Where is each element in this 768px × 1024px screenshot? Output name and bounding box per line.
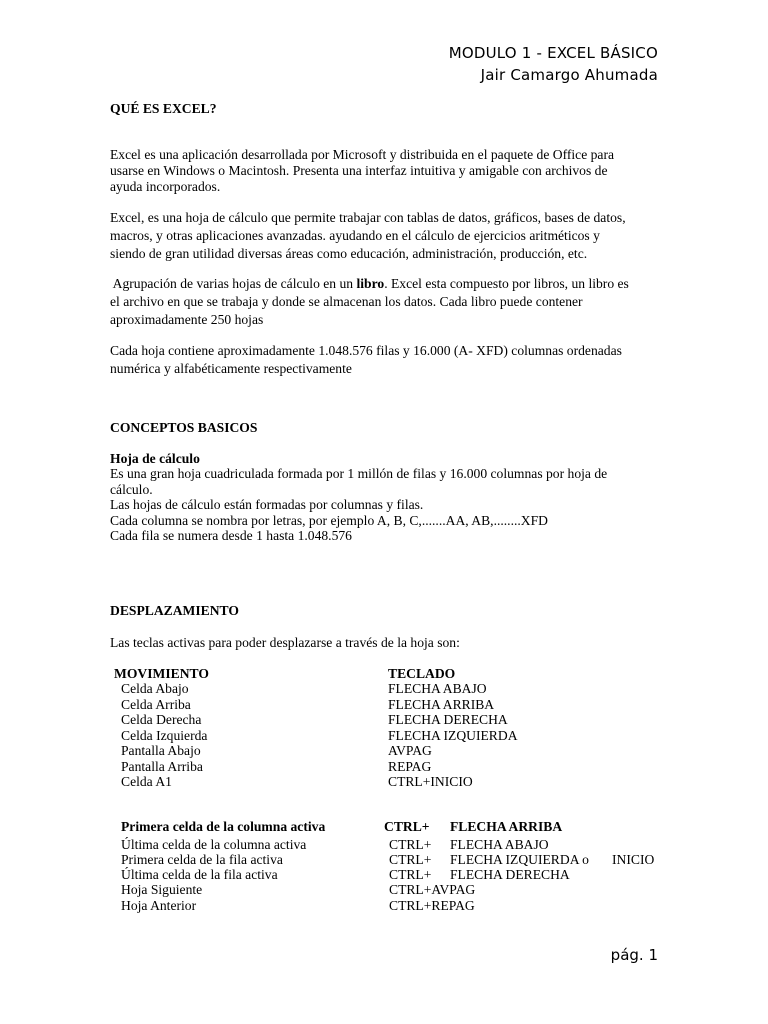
p3-pre: Agrupación de varias hojas de cálculo en un bbox=[110, 276, 357, 291]
table2-row-ctrl: CTRL+ bbox=[389, 867, 432, 882]
table1-row-mov: Celda Derecha bbox=[121, 712, 202, 727]
concepts-line-3: Las hojas de cálculo están formadas por columnas y filas. bbox=[110, 497, 424, 512]
table2-row-mov: Primera celda de la fila activa bbox=[121, 852, 283, 867]
table2-row-mov: Última celda de la columna activa bbox=[121, 837, 307, 852]
table2-row-ctrl: CTRL+ bbox=[389, 837, 432, 852]
p1-line-1: Excel es una aplicación desarrollada por Microsoft y distribuida en el paquete de Office para bbox=[110, 147, 615, 162]
table2-header-mov: Primera celda de la columna activa bbox=[121, 819, 326, 834]
table1-row-key: CTRL+INICIO bbox=[388, 774, 473, 789]
p1-line-3: ayuda incorporados. bbox=[110, 179, 221, 194]
heading-desplazamiento: DESPLAZAMIENTO bbox=[110, 603, 239, 618]
table2-row-ctrl: CTRL+ bbox=[389, 852, 432, 867]
table2-row-ctrl: CTRL+AVPAG bbox=[389, 882, 476, 897]
p2-line-2: macros, y otras aplicaciones avanzadas. ayudando en el cálculo de ejercicios aritméticos y bbox=[110, 228, 600, 243]
table2-row-key: FLECHA IZQUIERDA o bbox=[450, 852, 589, 867]
p3-bold-libro: libro bbox=[356, 276, 385, 291]
author-name: Jair Camargo Ahumada bbox=[480, 66, 658, 84]
table1-row-key: FLECHA DERECHA bbox=[388, 712, 508, 727]
table2-header-ctrl: CTRL+ bbox=[384, 819, 430, 834]
table2-header-key: FLECHA ARRIBA bbox=[450, 819, 563, 834]
p2-line-1: Excel, es una hoja de cálculo que permite trabajar con tablas de datos, gráficos, bases de datos, bbox=[110, 210, 626, 225]
page-number: pág. 1 bbox=[610, 946, 658, 964]
table2-row-mov: Última celda de la fila activa bbox=[121, 867, 278, 882]
table2-row-mov: Hoja Siguiente bbox=[121, 882, 203, 897]
desplazamiento-intro: Las teclas activas para poder desplazarse a través de la hoja son: bbox=[110, 635, 460, 650]
table1-row-mov: Pantalla Abajo bbox=[121, 743, 201, 758]
table1-row-mov: Celda Izquierda bbox=[121, 728, 208, 743]
p3-post: . Excel esta compuesto por libros, un libro es bbox=[384, 276, 629, 291]
table1-row-mov: Celda A1 bbox=[121, 774, 172, 789]
concepts-line-1: Es una gran hoja cuadriculada formada por 1 millón de filas y 16.000 columnas por hoja de bbox=[110, 466, 608, 481]
table1-row-key: FLECHA IZQUIERDA bbox=[388, 728, 518, 743]
table1-row-mov: Celda Arriba bbox=[121, 697, 191, 712]
subheading-hoja-de-calculo: Hoja de cálculo bbox=[110, 451, 200, 466]
module-title: MODULO 1 - EXCEL BÁSICO bbox=[448, 44, 658, 62]
concepts-line-4: Cada columna se nombra por letras, por ejemplo A, B, C,.......AA, AB,........XFD bbox=[110, 513, 548, 528]
p4-line-2: numérica y alfabéticamente respectivamente bbox=[110, 361, 352, 376]
table1-row-key: AVPAG bbox=[388, 743, 432, 758]
table1-row-key: REPAG bbox=[388, 759, 432, 774]
table2-row-ctrl: CTRL+REPAG bbox=[389, 898, 475, 913]
p3-line-2: el archivo en que se trabaja y donde se almacenan los datos. Cada libro puede contener bbox=[110, 294, 583, 309]
table1-row-mov: Pantalla Arriba bbox=[121, 759, 203, 774]
table2-row-key: FLECHA DERECHA bbox=[450, 867, 570, 882]
table2-row-mov: Hoja Anterior bbox=[121, 898, 197, 913]
table1-row-key: FLECHA ABAJO bbox=[388, 681, 487, 696]
heading-que-es-excel: QUÉ ES EXCEL? bbox=[110, 101, 217, 116]
table1-header-teclado: TECLADO bbox=[388, 666, 456, 681]
heading-conceptos-basicos: CONCEPTOS BASICOS bbox=[110, 420, 258, 435]
table1-row-key: FLECHA ARRIBA bbox=[388, 697, 495, 712]
p4-line-1: Cada hoja contiene aproximadamente 1.048.576 filas y 16.000 (A- XFD) columnas ordenadas bbox=[110, 343, 622, 358]
table2-row-key: FLECHA ABAJO bbox=[450, 837, 549, 852]
table2-row-extra: INICIO bbox=[612, 852, 655, 867]
p3-line-1 bbox=[110, 276, 629, 292]
table1-header-movimiento: MOVIMIENTO bbox=[114, 666, 209, 681]
concepts-line-2: cálculo. bbox=[110, 482, 153, 497]
p3-line-3: aproximadamente 250 hojas bbox=[110, 312, 264, 327]
concepts-line-5: Cada fila se numera desde 1 hasta 1.048.576 bbox=[110, 528, 352, 543]
p2-line-3: siendo de gran utilidad diversas áreas como educación, administración, producción, etc. bbox=[110, 246, 588, 261]
table1-row-mov: Celda Abajo bbox=[121, 681, 189, 696]
p1-line-2: usarse en Windows o Macintosh. Presenta una interfaz intuitiva y amigable con archivos de bbox=[110, 163, 608, 178]
